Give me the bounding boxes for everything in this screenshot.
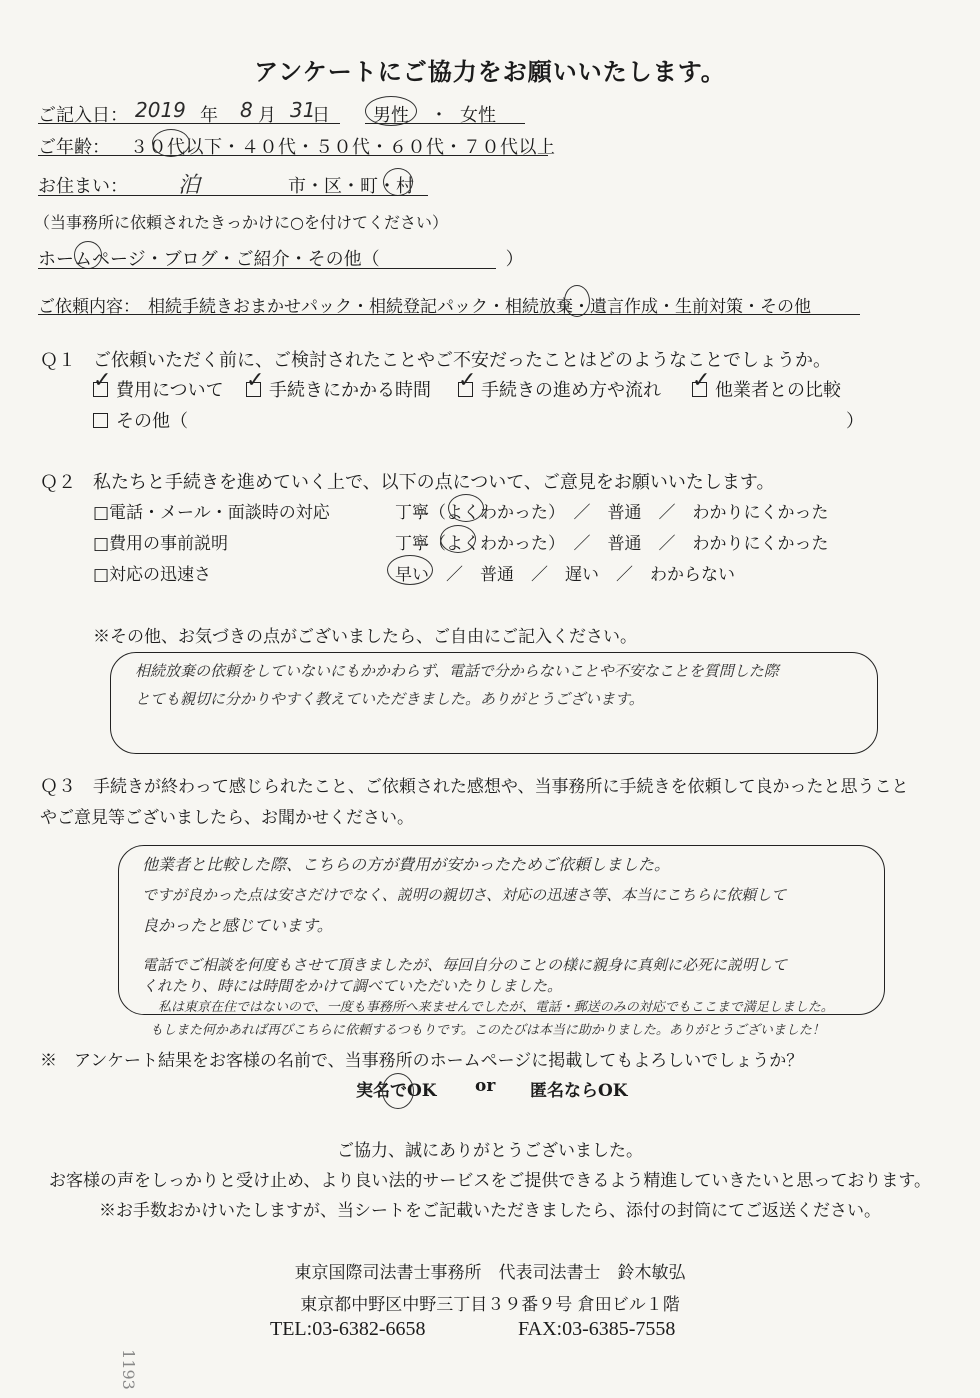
referral-options[interactable]: ホームページ・ブログ・ご紹介・その他（ ）: [38, 249, 524, 270]
office-fax: FAX:03-6385-7558: [518, 1318, 676, 1340]
q1-option-time[interactable]: [246, 376, 431, 402]
publish-or: or: [475, 1076, 496, 1096]
check-mark-icon: ✓: [458, 368, 477, 393]
q3-question-line1: 手続きが終わって感じられたこと、ご依頼された感想や、当事務所に手続きを依頼して良かったと思うこと: [93, 777, 909, 797]
gender-male[interactable]: 男性: [373, 105, 409, 126]
checkbox[interactable]: [93, 413, 108, 428]
q3-comment-line: ですが良かった点は安さだけでなく、説明の親切さ、対応の迅速さ等、本当にこちらに依頼して: [142, 886, 787, 904]
month-unit: 月: [258, 105, 276, 126]
q1-other-label: その他（: [116, 411, 188, 432]
referral-selected-mark: [74, 241, 102, 269]
year-unit: 年: [200, 105, 218, 126]
q1-number: Ｑ１: [40, 350, 76, 371]
day-unit: 日: [312, 105, 330, 126]
closing-thanks: ご協力、誠にありがとうございました。: [337, 1141, 643, 1161]
age-selected-mark: [152, 129, 190, 157]
check-mark-icon: ✓: [246, 368, 265, 393]
q3-comment-line: 良かったと感じています。: [142, 916, 333, 935]
request-label: ご依頼内容：: [38, 297, 140, 317]
q3-comment-line: 電話でご相談を何度もさせて頂きましたが、毎回自分のことの様に親身に真剣に必死に説明して: [142, 956, 788, 974]
stamp-number: 1193: [118, 1349, 138, 1390]
address-suffix: 市・区・町・村: [288, 176, 414, 197]
request-options[interactable]: 相続手続きおまかせパック・相続登記パック・相続放棄・遺言作成・生前対策・その他: [148, 297, 811, 317]
q2-comment-line: 相続放棄の依頼をしていないにもかかわらず、電話で分からないことや不安なことを質問した際: [135, 662, 779, 680]
gender-female[interactable]: 女性: [460, 105, 496, 126]
q1-option-label: 手続きにかかる時間: [269, 380, 431, 401]
q1-other-close: ）: [846, 411, 864, 432]
page-title: アンケートにご協力をお願いいたします。: [254, 57, 726, 86]
office-tel: TEL:03-6382-6658: [270, 1318, 426, 1340]
request-selected-mark: [564, 285, 590, 317]
q1-option-label: 他業者との比較: [715, 380, 841, 401]
office-name: 東京国際司法書士事務所 代表司法書士 鈴木敏弘: [294, 1263, 686, 1283]
closing-message: お客様の声をしっかりと受け止め、より良い法的サービスをご提供できるよう精進していきたいと思っております。: [49, 1171, 931, 1191]
q3-question-line2: やご意見等ございましたら、お聞かせください。: [40, 808, 414, 828]
age-options[interactable]: ３０代以下・４０代・５０代・６０代・７０代以上: [130, 137, 556, 158]
check-mark-icon: ✓: [93, 368, 112, 393]
publish-selected-mark: [382, 1073, 414, 1109]
q3-comment-line: くれたり、時には時間をかけて調べていただいたりしました。: [142, 977, 563, 995]
q2-row-options[interactable]: 丁寧（よくわかった） ／ 普通 ／ わかりにくかった: [395, 534, 829, 554]
q1-option-label: 手続きの進め方や流れ: [481, 380, 661, 401]
gender-sep: ・: [430, 105, 448, 126]
q2-row1-selected-mark: [448, 494, 484, 522]
q2-number: Ｑ２: [40, 472, 76, 493]
office-address: 東京都中野区中野三丁目３９番９号 倉田ビル１階: [300, 1295, 680, 1315]
check-mark-icon: ✓: [692, 368, 711, 393]
gender-selected-mark: [365, 96, 417, 126]
entry-date-label: ご記入日：: [38, 105, 128, 126]
age-label: ご年齢：: [38, 137, 110, 158]
q2-row-options[interactable]: 丁寧（よくわかった） ／ 普通 ／ わかりにくかった: [395, 503, 829, 523]
q2-row-label: □対応の迅速さ: [93, 565, 212, 585]
q2-note: ※その他、お気づきの点がございましたら、ご自由にご記入ください。: [93, 627, 637, 647]
q1-option-process[interactable]: [458, 376, 661, 402]
q1-option-label: 費用について: [116, 380, 224, 401]
q2-row-options[interactable]: 早い ／ 普通 ／ 遅い ／ わからない: [395, 565, 735, 585]
q2-comment-line: とても親切に分かりやすく教えていただきました。ありがとうございます。: [135, 690, 644, 708]
q2-row3-selected-mark: [387, 555, 433, 585]
entry-year[interactable]: 2019: [135, 98, 186, 122]
q3-number: Ｑ３: [40, 776, 76, 797]
q2-row-label: □費用の事前説明: [93, 534, 229, 554]
q1-question: ご依頼いただく前に、ご検討されたことやご不安だったことはどのようなことでしょうか。: [93, 350, 831, 371]
q2-row-label: □電話・メール・面談時の対応: [93, 503, 330, 523]
publish-question: ※ アンケート結果をお客様の名前で、当事務所のホームページに掲載してもよろしいでしょうか？: [40, 1051, 804, 1071]
q1-option-other[interactable]: [93, 407, 188, 433]
q1-option-cost[interactable]: [93, 376, 224, 402]
address-selected-mark: [383, 168, 413, 196]
referral-note: （当事務所に依頼されたきっかけに○を付けてください）: [34, 213, 448, 232]
closing-return-note: ※お手数おかけいたしますが、当シートをご記載いただきましたら、添付の封筒にてご返送ください。: [99, 1201, 881, 1221]
q2-question: 私たちと手続きを進めていく上で、以下の点について、ご意見をお願いいたします。: [93, 472, 775, 493]
address-label: お住まい：: [38, 176, 128, 197]
publish-anonymous[interactable]: 匿名ならOK: [530, 1081, 628, 1101]
entry-day[interactable]: 31: [290, 98, 316, 122]
q3-comment-line: もしまた何かあれば再びこちらに依頼するつもりです。このたびは本当に助かりました。ありがとうございました！: [150, 1023, 825, 1038]
q2-row2-selected-mark: [440, 525, 476, 553]
q1-option-compare[interactable]: [692, 376, 841, 402]
q3-comment-line: 他業者と比較した際、こちらの方が費用が安かったためご依頼しました。: [142, 855, 671, 874]
entry-month[interactable]: 8: [240, 98, 253, 122]
publish-real-name[interactable]: 実名でOK: [356, 1081, 437, 1101]
address-value[interactable]: 泊: [178, 173, 201, 198]
q3-comment-line: 私は東京在住ではないので、一度も事務所へ来ませんでしたが、電話・郵送のみの対応でもここまで満足しました。: [158, 1000, 834, 1015]
